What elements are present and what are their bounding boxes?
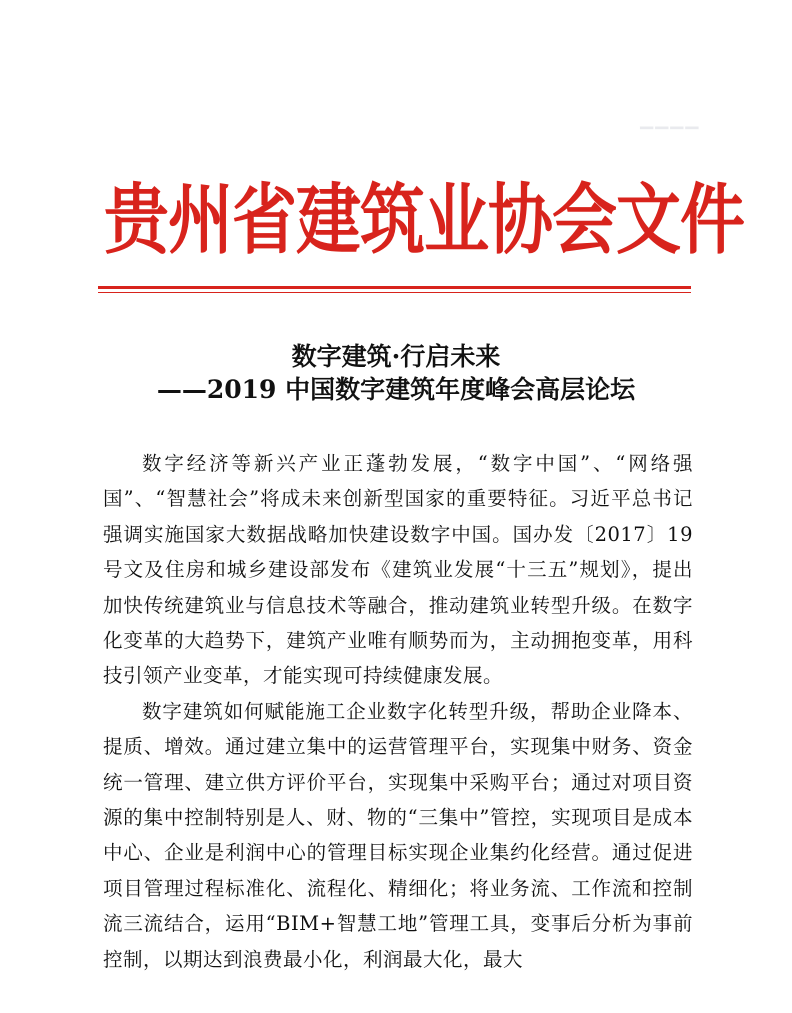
document-title: 数字建筑·行启未来	[291, 342, 501, 371]
document-body	[103, 446, 693, 977]
body-paragraph-2: 数字建筑如何赋能施工企业数字化转型升级，帮助企业降本、提质、增效。通过建立集中的运营管理平台，实现集中财务、资金统一管理、建立供方评价平台，实现集中采购平台；通过对项目资源的集中控制特别是人、财、物的“三集中”管控，实现项目是成本中心、企业是利润中心的管理目标实现企业集约化经营。通过促进项目管理过程标准化、流程化、精细化；将业务流、工作流和控制流三流结合，运用“BIM+智慧工地”管理工具，变事后分析为事前控制，以期达到浪费最小化，利润最大化，最大	[103, 699, 693, 971]
header-rule-thick	[98, 286, 691, 289]
document-subtitle: ——2019 中国数字建筑年度峰会高层论坛	[156, 375, 636, 404]
header-rule-thin	[98, 292, 691, 293]
document-header-title: 贵州省建筑业协会文件	[104, 177, 745, 266]
body-paragraph-1: 数字经济等新兴产业正蓬勃发展，“数字中国”、“网络强国”、“智慧社会”将成未来创新型国家的重要特征。习近平总书记强调实施国家大数据战略加快建设数字中国。国办发〔2017〕19号文及住房和城乡建设部发布《建筑业发展“十三五”规划》，提出加快传统建筑业与信息技术等融合，推动建筑业转型升级。在数字化变革的大趋势下，建筑产业唯有顺势而为，主动拥抱变革，用科技引领产业变革，才能实现可持续健康发展。	[103, 452, 693, 688]
bleed-through-shadow: ▁▁▁▁	[640, 110, 701, 130]
